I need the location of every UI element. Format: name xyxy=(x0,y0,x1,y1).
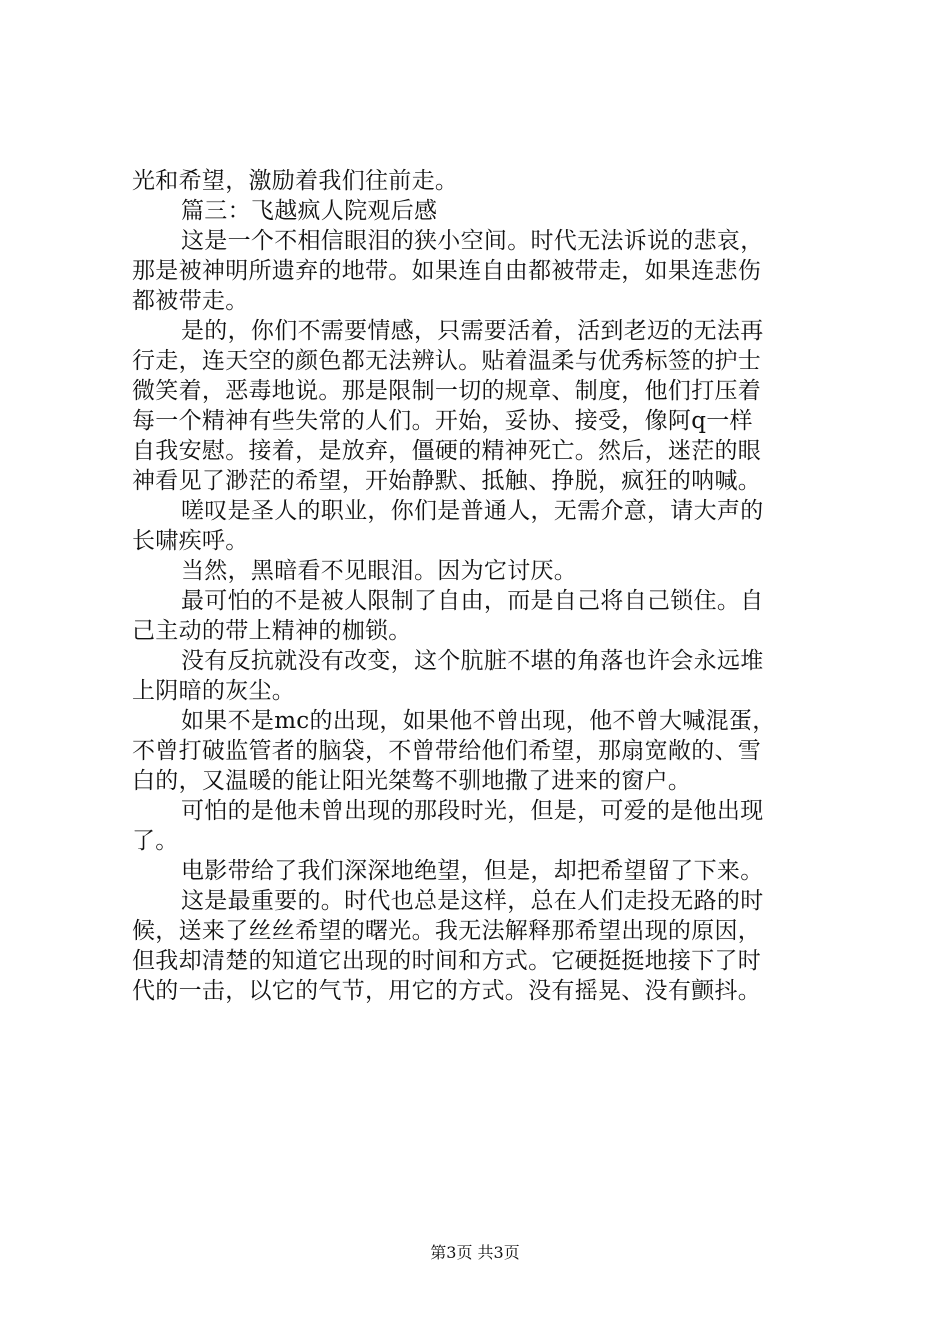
text-line: 长啸疾呼。 xyxy=(132,528,249,554)
text-line: 候，送来了丝丝希望的曙光。我无法解释那希望出现的原因， xyxy=(132,918,762,944)
text-line: 不曾打破监管者的脑袋，不曾带给他们希望，那扇宽敞的、雪 xyxy=(132,738,762,764)
section-heading: 篇三：飞越疯人院观后感 xyxy=(181,198,438,224)
document-body xyxy=(132,166,832,1006)
text-line: 嗟叹是圣人的职业，你们是普通人，无需介意，请大声的 xyxy=(181,498,764,524)
text-line: 上阴暗的灰尘。 xyxy=(132,678,296,704)
text-line: 但我却清楚的知道它出现的时间和方式。它硬挺挺地接下了时 xyxy=(132,948,762,974)
text-line: 代的一击，以它的气节，用它的方式。没有摇晃、没有颤抖。 xyxy=(132,978,762,1004)
text-line: 光和希望，激励着我们往前走。 xyxy=(132,168,459,194)
text-line: 自我安慰。接着，是放弃，僵硬的精神死亡。然后，迷茫的眼 xyxy=(132,438,762,464)
text-line: 白的，又温暖的能让阳光桀骜不驯地撒了进来的窗户。 xyxy=(132,768,692,794)
text-line: 行走，连天空的颜色都无法辨认。贴着温柔与优秀标签的护士 xyxy=(132,348,762,374)
text-line: 可怕的是他未曾出现的那段时光，但是，可爱的是他出现 xyxy=(181,798,764,824)
page-number-footer: 第3页 共3页 xyxy=(430,1243,520,1262)
text-line: 是的，你们不需要情感，只需要活着，活到老迈的无法再 xyxy=(181,318,764,344)
text-line: 如果不是mc的出现，如果他不曾出现，他不曾大喊混蛋， xyxy=(181,708,776,734)
text-line: 微笑着，恶毒地说。那是限制一切的规章、制度，他们打压着 xyxy=(132,378,762,404)
text-line: 都被带走。 xyxy=(132,288,249,314)
text-line: 己主动的带上精神的枷锁。 xyxy=(132,618,412,644)
text-line: 了。 xyxy=(132,828,179,854)
text-line: 神看见了渺茫的希望，开始静默、抵触、挣脱，疯狂的呐喊。 xyxy=(132,468,762,494)
text-line: 最可怕的不是被人限制了自由，而是自己将自己锁住。自 xyxy=(181,588,764,614)
text-line: 当然，黑暗看不见眼泪。因为它讨厌。 xyxy=(181,558,578,584)
text-line: 没有反抗就没有改变，这个肮脏不堪的角落也许会永远堆 xyxy=(181,648,764,674)
text-line: 这是一个不相信眼泪的狭小空间。时代无法诉说的悲哀， xyxy=(181,228,764,254)
text-line: 电影带给了我们深深地绝望，但是，却把希望留了下来。 xyxy=(181,858,764,884)
text-line: 这是最重要的。时代也总是这样，总在人们走投无路的时 xyxy=(181,888,764,914)
text-line: 那是被神明所遗弃的地带。如果连自由都被带走，如果连悲伤 xyxy=(132,258,762,284)
text-line: 每一个精神有些失常的人们。开始，妥协、接受，像阿q一样 xyxy=(132,408,753,434)
